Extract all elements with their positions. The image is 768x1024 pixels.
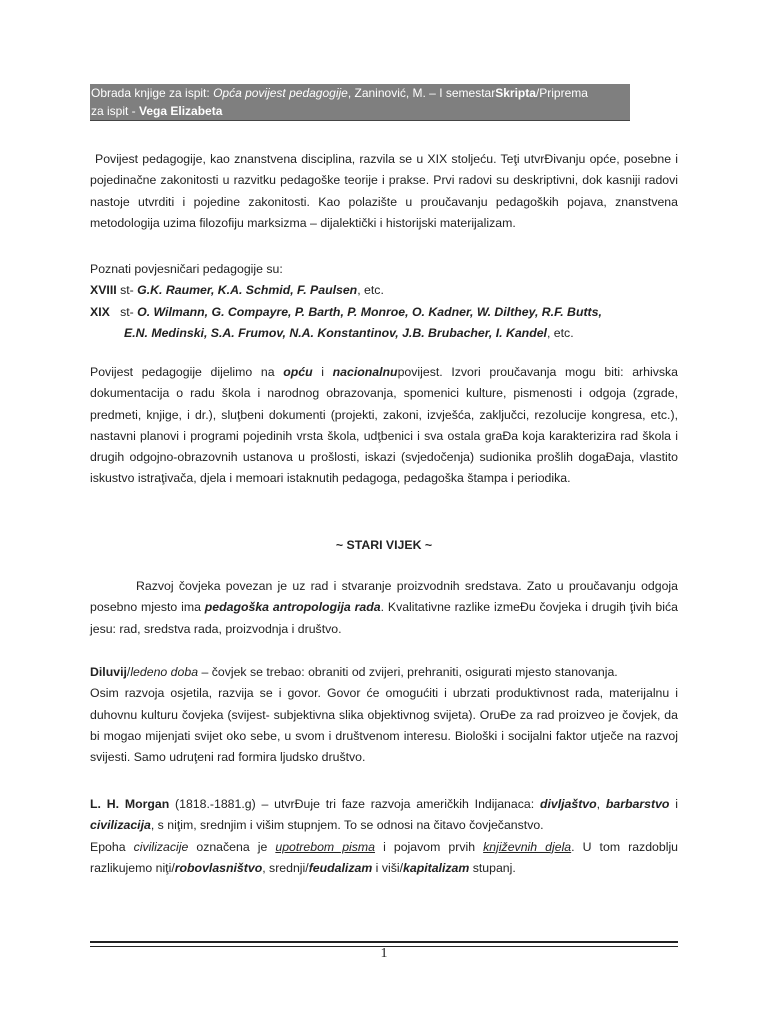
etc-text: , etc. [546, 325, 574, 340]
xix-names-1: O. Wilmann, G. Compayre, P. Barth, P. Monroe, O. Kadner, W. Dilthey, R.F. Butts, [137, 304, 602, 319]
division-text: povijest. Izvori proučavanja mogu biti: arhivska dokumentacija o radu škola i narodnog obrazovanja, spomenici kulture, pismenosti i odgoja (zgrade, predmeti, knjige, i dr.), sluţbeni dokumenti (projekti, zakoni, izvješća, zaključci, rezolucije kongresa, etc.), nastavni planovi i programi pojedinih vrsta škola, udţbenici i sva ostala graĐa koja karakterizira rad škola i drugih odgojno-obrazovnih ustanova u prošlosti, iskazi (svjedočenja) sudionika prošlih dogaĐaja, vlastito iskustvo istraţivača, djela i memoari istaknutih pedagoga, pedagoška štampa i periodika. [90, 365, 678, 486]
morgan-text: Epoha [90, 839, 134, 854]
term-antropologija: pedagoška antropologija rada [204, 600, 381, 615]
term-upotrebom-pisma: upotrebom pisma [275, 839, 376, 854]
morgan-text: i viši/ [372, 860, 404, 875]
term-knjizevnih-djela: književnih djela [483, 839, 572, 854]
term-barbarstvo: barbarstvo [605, 797, 670, 811]
slash: / [126, 665, 131, 679]
term-ledeno-doba: ledeno doba [130, 665, 199, 679]
division-text: Povijest pedagogije dijelimo na [90, 365, 284, 379]
etc-text: , etc. [357, 283, 384, 298]
century-xix: XIX [90, 304, 110, 319]
division-text: i [312, 365, 333, 379]
morgan-paragraph [90, 794, 678, 879]
historians-title: Poznati povjesničari pedagogije su: [90, 262, 283, 276]
st-label: st- [109, 304, 138, 319]
term-opca: opću [283, 365, 313, 379]
morgan-text: (1818.-1881.g) – utvrĐuje tri faze razvoja američkih Indijanaca: [169, 797, 540, 811]
morgan-text: , srednji/ [262, 860, 309, 875]
razvoj-paragraph [90, 576, 678, 640]
historians-xix [90, 302, 678, 323]
xix-names-2: E.N. Medinski, S.A. Frumov, N.A. Konstantinov, J.B. Brubacher, I. Kandel [124, 325, 547, 340]
diluvij-text: – čovjek se trebao: obraniti od zvijeri, prehraniti, osigurati mjesto stanovanja. [198, 665, 618, 679]
division-paragraph [90, 362, 678, 490]
morgan-p1 [90, 794, 678, 837]
xviii-names: G.K. Raumer, K.A. Schmid, F. Paulsen [137, 283, 358, 298]
header-name: Vega Elizabeta [139, 104, 223, 118]
st-label: st- [116, 283, 138, 298]
historians-xviii [90, 280, 678, 301]
header-text-2: za ispit - [91, 104, 140, 118]
and-text: i [669, 797, 678, 811]
header-author: , Zaninović, M. – I semestar [347, 86, 496, 100]
morgan-text: . U tom razdoblju razlikujemo niţi/ [90, 839, 679, 875]
page-number: 1 [380, 946, 388, 961]
morgan-text: i pojavom prvih [375, 839, 484, 854]
morgan-text: , s niţim, srednjim i višim stupnjem. To se odnosi na čitavo čovječanstvo. [150, 818, 544, 833]
morgan-text: stupanj. [469, 860, 516, 875]
header-book-title: Opća povijest pedagogije [213, 86, 348, 100]
historians-list [90, 259, 678, 344]
term-nacionalnu: nacionalnu [332, 365, 398, 379]
header-line-1 [90, 84, 630, 102]
header-line-2 [90, 102, 630, 120]
term-civilizacije: civilizacije [133, 839, 189, 854]
author-morgan: L. H. Morgan [90, 797, 170, 811]
document-header [90, 84, 630, 121]
morgan-text: označena je [188, 839, 276, 854]
razvoj-text: Razvoj čovjeka povezan je uz rad i stvaranje proizvodnih sredstava. Zato u proučavanju odgoja posebno mjesto ima [90, 579, 678, 615]
morgan-p2 [90, 837, 678, 880]
header-text: Obrada knjige za ispit: [91, 86, 214, 100]
header-priprema: /Priprema [535, 86, 588, 100]
footer-rule-thick [90, 941, 678, 943]
intro-text: Povijest pedagogije, kao znanstvena disciplina, razvila se u XIX stoljeću. Teţi utvrĐivanju opće, posebne i pojedinačne zakonitosti u razvitku pedagoške teorije i prakse. Prvi radovi su deskriptivni, dok kasniji radovi nastoje utvrditi i pojedine zakonitosti. Kao polazište u proučavanju pedagoških pojava, znanstvena metodologija uzima filozofiju marksizma – dijalektički i historijski materijalizam. [90, 152, 678, 230]
section-title: ~ STARI VIJEK ~ [335, 538, 433, 552]
diluvij-text-2: Osim razvoja osjetila, razvija se i govor. Govor će omogućiti i ubrzati produktivnost rada, materijalnu i duhovnu kulturu čovjeka (svijest- subjektivna slika objektivnog svijeta). OruĐe za rad proizveo je čovjek, da bi mogao mijenjati svijet oko sebe, u svom i društvenom interesu. Biološki i socijalni faktor utječe na razvoj svijesti. Samo udruţeni rad formira ljudsko društvo. [90, 686, 678, 765]
term-feudalizam: feudalizam [308, 860, 373, 875]
intro-paragraph [90, 149, 678, 234]
header-skripta: Skripta [495, 86, 536, 100]
term-robovlasnistvo: robovlasništvo [174, 860, 263, 875]
century-xviii: XVIII [90, 283, 117, 298]
term-diluvij: Diluvij [90, 665, 127, 679]
historians-xix-cont [90, 323, 678, 344]
term-divljastvo: divljaštvo [539, 797, 597, 811]
diluvij-paragraph [90, 662, 678, 768]
comma: , [596, 797, 606, 811]
term-civilizacija: civilizacija [90, 818, 151, 833]
razvoj-text: . Kvalitativne razlike izmeĐu čovjeka i drugih ţivih bića jesu: rad, sredstva rada, proizvodnja i društvo. [90, 600, 678, 636]
diluvij-line [90, 662, 678, 683]
term-kapitalizam: kapitalizam [403, 860, 470, 875]
